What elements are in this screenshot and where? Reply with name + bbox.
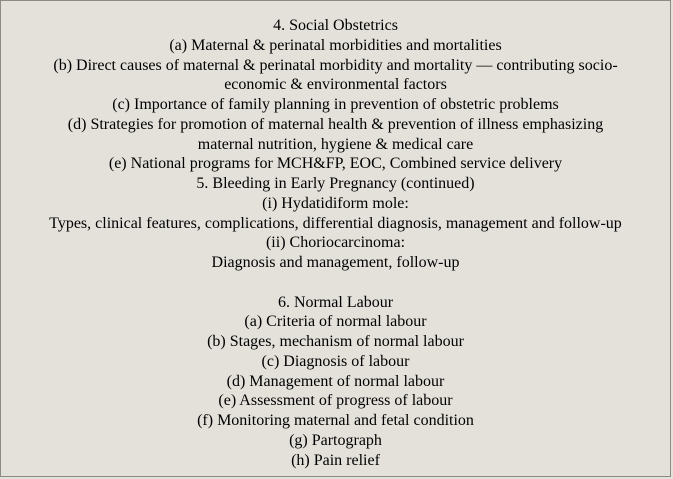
section-6-item-f: (f) Monitoring maternal and fetal condition [197, 412, 474, 429]
section-6-item-d: (d) Management of normal labour [226, 372, 445, 390]
section-5-heading: 5. Bleeding in Early Pregnancy (continued) [196, 175, 475, 192]
section-4-heading: 4. Social Obstetrics [273, 17, 398, 34]
section-4-item-d-continued: maternal nutrition, hygiene & medical care [197, 135, 474, 153]
section-5-item-ii-detail: Diagnosis and management, follow-up [211, 254, 460, 271]
section-6-item-a: (a) Criteria of normal labour [244, 313, 427, 331]
section-4-item-b: (b) Direct causes of maternal & perinatal morbidity and mortality — contributing socio- [53, 56, 618, 74]
section-5-item-i: (i) Hydatidiform mole: [262, 194, 409, 212]
section-5-item-ii: (ii) Choriocarcinoma: [265, 234, 406, 252]
section-6-item-c: (c) Diagnosis of labour [261, 352, 410, 370]
section-4-item-a: (a) Maternal & perinatal morbidities and mortalities [169, 36, 502, 54]
section-4-item-b-continued: economic & environmental factors [224, 76, 447, 94]
section-5-item-i-detail: Types, clinical features, complications, differential diagnosis, management and follow-up [49, 214, 622, 232]
section-6-item-h: (h) Pain relief [291, 451, 380, 469]
slide-content [1, 16, 670, 470]
section-spacer [1, 273, 670, 293]
section-6-heading: 6. Normal Labour [277, 293, 394, 311]
section-4-item-e: (e) National programs for MCH&FP, EOC, Combined service delivery [108, 155, 563, 173]
section-4-item-d: (d) Strategies for promotion of maternal health & prevention of illness emphasizing [67, 115, 604, 133]
section-6-item-g: (g) Partograph [289, 431, 382, 449]
section-6-item-b: (b) Stages, mechanism of normal labour [207, 333, 464, 350]
section-6-item-e: (e) Assessment of progress of labour [218, 392, 453, 410]
section-4-item-c: (c) Importance of family planning in prevention of obstetric problems [112, 96, 559, 113]
